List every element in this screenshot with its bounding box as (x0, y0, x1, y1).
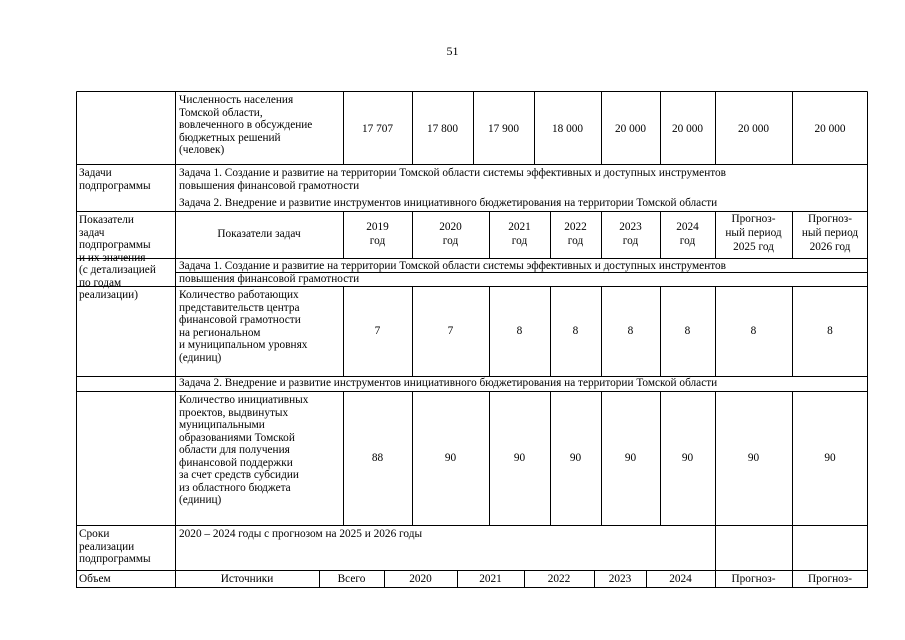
indicators-task1-line: повышения финансовой грамотности (179, 272, 360, 285)
indicator2-value: 90 (747, 452, 760, 464)
indicator1-value: 7 (374, 325, 381, 337)
population-label-line: Томской области, (179, 106, 263, 119)
indicator1-label-line: на региональном (179, 326, 261, 339)
task1-text-line: Задача 1. Создание и развитие на территории Томской области системы эффективных и доступных инструментов (179, 167, 727, 179)
indicator2-value: 90 (681, 452, 694, 464)
indicators-task2-text: Задача 2. Внедрение и развитие инструментов инициативного бюджетирования на территории Томской области (179, 377, 718, 389)
population-label-line: вовлеченного в обсуждение (179, 119, 313, 131)
indicator2-label-line: муниципальными (179, 419, 265, 431)
tasks-label-line: подпрограммы (79, 179, 151, 192)
year-header: год (679, 235, 696, 247)
tasks-label-line: Задачи (79, 167, 112, 179)
year-header: 2023 (619, 221, 642, 233)
population-value: 18 000 (551, 123, 584, 135)
indicator2-value: 90 (513, 452, 526, 464)
indicator2-label-line: образованиями Томской (179, 431, 295, 444)
indicators-label-line: Показатели (79, 214, 134, 226)
terms-label-line: подпрограммы (79, 553, 151, 565)
indicators-label-line: по годам (79, 276, 122, 289)
population-value: 17 800 (426, 123, 459, 135)
population-value: 20 000 (671, 123, 704, 135)
task2-text: Задача 2. Внедрение и развитие инструментов инициативного бюджетирования на территории Томской области (179, 197, 718, 209)
indicator1-value: 7 (447, 325, 454, 337)
population-value: 20 000 (814, 123, 846, 135)
volume-header: Прогноз- (807, 573, 852, 585)
indicator1-label-line: Количество работающих (179, 289, 299, 301)
year-header: 2020 (439, 221, 462, 233)
indicator2-value: 90 (624, 452, 637, 464)
volume-header: Прогноз- (731, 573, 776, 585)
page-number: 51 (446, 44, 459, 58)
indicators-label-line: (с детализацией (79, 264, 156, 276)
volume-header: 2024 (669, 573, 692, 585)
indicator1-value: 8 (516, 325, 523, 337)
indicator1-label-line: (единиц) (179, 351, 222, 364)
indicator2-value: 90 (824, 452, 836, 464)
year-header: год (369, 235, 386, 247)
terms-text: 2020 – 2024 годы с прогнозом на 2025 и 2026 годы (179, 528, 423, 540)
population-value: 17 900 (487, 123, 520, 135)
indicator2-label-line: проектов, выдвинутых (179, 406, 289, 419)
task1-text-line: повышения финансовой грамотности (179, 179, 360, 192)
indicators-task1-line: Задача 1. Создание и развитие на территории Томской области системы эффективных и доступных инструментов (179, 260, 727, 272)
indicators-label-line: и их значения (79, 251, 146, 264)
indicator1-value: 8 (572, 325, 579, 337)
population-value: 20 000 (614, 123, 647, 135)
year-header: 2022 (564, 221, 587, 233)
indicator1-label-line: представительств центра (179, 301, 300, 314)
indicator2-value: 88 (371, 452, 384, 464)
indicator2-label-line: за счет средств субсидии (179, 469, 299, 481)
terms-label-line: Сроки (79, 528, 110, 540)
terms-label-line: реализации (79, 540, 135, 553)
indicator2-label-line: финансовой поддержки (179, 456, 293, 469)
volume-header: Источники (220, 573, 274, 585)
volume-label: Объем (79, 573, 111, 585)
indicator2-value: 90 (569, 452, 582, 464)
subprogram-passport-table (76, 91, 868, 588)
indicator1-value: 8 (750, 325, 757, 337)
indicator2-label-line: из областного бюджета (179, 481, 291, 494)
year-header: 2025 год (733, 241, 774, 253)
year-header: Прогноз- (731, 213, 776, 225)
volume-header: Всего (337, 573, 366, 585)
volume-header: 2022 (547, 573, 571, 585)
indicator1-label-line: финансовой грамотности (179, 314, 301, 326)
indicator2-label-line: Количество инициативных (179, 394, 309, 406)
indicator1-label-line: и муниципальном уровнях (179, 339, 308, 351)
population-label-line: (человек) (179, 144, 225, 156)
indicators-label-line: подпрограммы (79, 239, 151, 251)
year-header: год (511, 235, 528, 247)
indicator2-label-line: (единиц) (179, 494, 222, 506)
indicator1-value: 8 (627, 325, 634, 337)
year-header: Прогноз- (807, 213, 852, 225)
population-label-line: Численность населения (179, 94, 294, 106)
population-value: 20 000 (737, 123, 770, 135)
year-header: год (442, 235, 459, 247)
population-label-line: бюджетных решений (179, 131, 281, 144)
volume-header: 2020 (409, 573, 432, 585)
population-value: 17 707 (361, 123, 394, 135)
volume-header: 2023 (608, 573, 632, 585)
year-header: год (567, 235, 584, 247)
indicator1-value: 8 (684, 325, 691, 337)
indicator2-label-line: области для получения (179, 444, 290, 456)
year-header: 2024 (676, 221, 699, 233)
year-header: год (622, 235, 639, 247)
year-header: ный период (801, 227, 859, 239)
indicator1-value: 8 (827, 325, 833, 337)
year-header: 2021 (508, 221, 531, 233)
year-header: 2019 (366, 221, 389, 233)
volume-header: 2021 (479, 573, 502, 585)
year-header: 2026 год (809, 241, 851, 253)
year-header: ный период (725, 227, 782, 239)
indicators-label-line: реализации) (79, 289, 138, 301)
indicators-label-line: задач (79, 226, 105, 239)
indicator2-value: 90 (444, 452, 457, 464)
indicators-header-label: Показатели задач (217, 228, 301, 240)
